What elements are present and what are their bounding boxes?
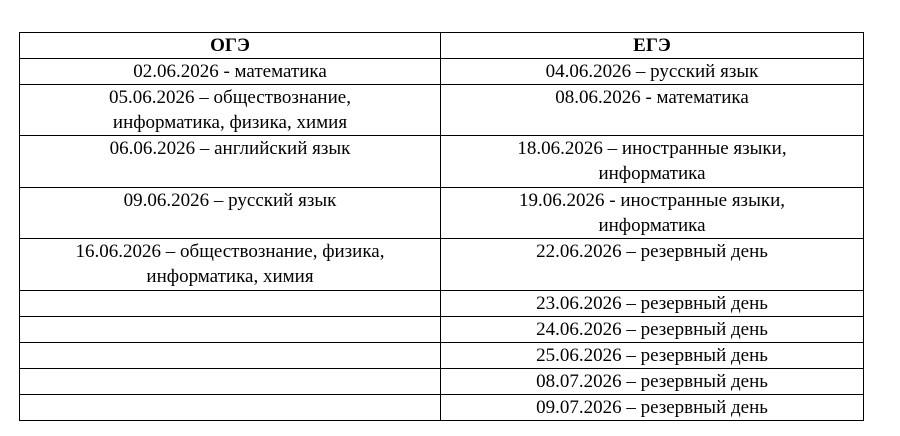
oge-cell: 06.06.2026 – английский язык bbox=[20, 136, 441, 188]
ege-cell: 24.06.2026 – резервный день bbox=[441, 317, 864, 343]
table-row bbox=[20, 85, 864, 136]
ege-cell: 23.06.2026 – резервный день bbox=[441, 291, 864, 317]
oge-cell: 02.06.2026 - математика bbox=[20, 59, 441, 85]
ege-cell: 19.06.2026 - иностранные языки, информатика bbox=[441, 188, 864, 239]
ege-cell: 08.07.2026 – резервный день bbox=[441, 369, 864, 395]
exam-schedule-table bbox=[19, 32, 864, 421]
ege-cell: 18.06.2026 – иностранные языки, информатика bbox=[441, 136, 864, 188]
table-row bbox=[20, 291, 864, 317]
header-ege: ЕГЭ bbox=[441, 33, 864, 59]
oge-cell: 05.06.2026 – обществознание, информатика, физика, химия bbox=[20, 85, 441, 136]
oge-cell: 16.06.2026 – обществознание, физика, информатика, химия bbox=[20, 239, 441, 291]
table-row bbox=[20, 343, 864, 369]
oge-cell bbox=[20, 317, 441, 343]
oge-cell bbox=[20, 291, 441, 317]
ege-cell: 08.06.2026 - математика bbox=[441, 85, 864, 136]
table-row bbox=[20, 317, 864, 343]
table-row bbox=[20, 395, 864, 421]
ege-cell: 04.06.2026 – русский язык bbox=[441, 59, 864, 85]
ege-cell: 09.07.2026 – резервный день bbox=[441, 395, 864, 421]
oge-cell bbox=[20, 343, 441, 369]
ege-cell: 22.06.2026 – резервный день bbox=[441, 239, 864, 291]
table-header-row bbox=[20, 33, 864, 59]
ege-cell: 25.06.2026 – резервный день bbox=[441, 343, 864, 369]
table-row bbox=[20, 239, 864, 291]
oge-cell bbox=[20, 395, 441, 421]
oge-cell: 09.06.2026 – русский язык bbox=[20, 188, 441, 239]
table-row bbox=[20, 188, 864, 239]
table-row bbox=[20, 59, 864, 85]
table-row bbox=[20, 136, 864, 188]
oge-cell bbox=[20, 369, 441, 395]
table-row bbox=[20, 369, 864, 395]
header-oge: ОГЭ bbox=[20, 33, 441, 59]
